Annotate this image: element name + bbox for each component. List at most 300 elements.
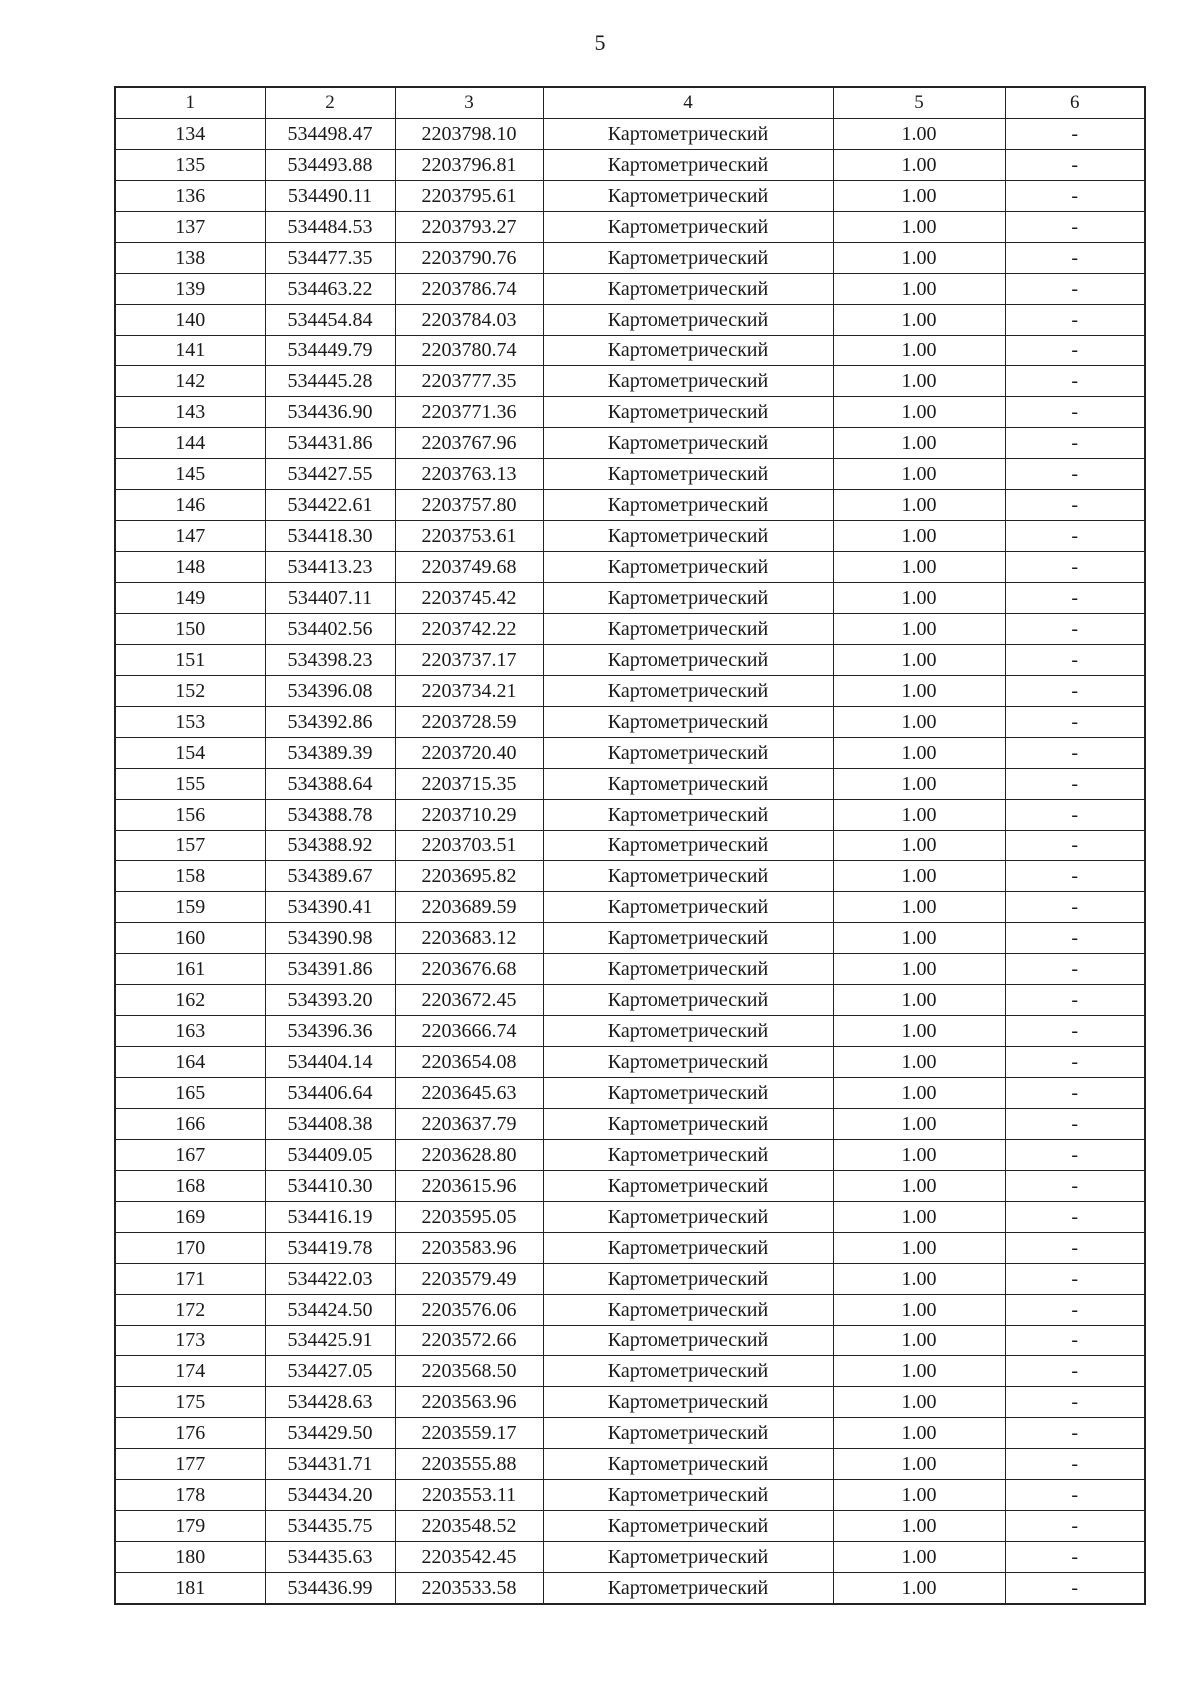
note-cell: - [1005, 1016, 1145, 1047]
table-row [115, 1387, 1145, 1418]
page-number: 5 [594, 30, 606, 55]
table-row [115, 1480, 1145, 1511]
y-coordinate-cell: 2203790.76 [395, 242, 543, 273]
accuracy-cell: 1.00 [833, 335, 1005, 366]
accuracy-cell: 1.00 [833, 149, 1005, 180]
method-cell: Картометрический [543, 521, 833, 552]
y-coordinate-cell: 2203555.88 [395, 1449, 543, 1480]
table-row [115, 1108, 1145, 1139]
point-number-cell: 176 [115, 1418, 265, 1449]
y-coordinate-cell: 2203637.79 [395, 1108, 543, 1139]
method-cell: Картометрический [543, 861, 833, 892]
y-coordinate-cell: 2203542.45 [395, 1542, 543, 1573]
x-coordinate-cell: 534431.86 [265, 428, 395, 459]
y-coordinate-cell: 2203757.80 [395, 490, 543, 521]
x-coordinate-cell: 534388.64 [265, 768, 395, 799]
point-number-cell: 157 [115, 830, 265, 861]
method-cell: Картометрический [543, 1016, 833, 1047]
accuracy-cell: 1.00 [833, 985, 1005, 1016]
y-coordinate-cell: 2203720.40 [395, 737, 543, 768]
note-cell: - [1005, 861, 1145, 892]
accuracy-cell: 1.00 [833, 644, 1005, 675]
method-cell: Картометрический [543, 1263, 833, 1294]
y-coordinate-cell: 2203572.66 [395, 1325, 543, 1356]
table-row [115, 737, 1145, 768]
method-cell: Картометрический [543, 1232, 833, 1263]
y-coordinate-cell: 2203628.80 [395, 1139, 543, 1170]
accuracy-cell: 1.00 [833, 768, 1005, 799]
method-cell: Картометрический [543, 1542, 833, 1573]
method-cell: Картометрический [543, 552, 833, 583]
table-row [115, 552, 1145, 583]
accuracy-cell: 1.00 [833, 675, 1005, 706]
accuracy-cell: 1.00 [833, 1047, 1005, 1078]
note-cell: - [1005, 1573, 1145, 1604]
column-header-4: 4 [543, 87, 833, 118]
method-cell: Картометрический [543, 613, 833, 644]
table-row [115, 1047, 1145, 1078]
y-coordinate-cell: 2203715.35 [395, 768, 543, 799]
y-coordinate-cell: 2203703.51 [395, 830, 543, 861]
column-header-2: 2 [265, 87, 395, 118]
note-cell: - [1005, 366, 1145, 397]
method-cell: Картометрический [543, 1078, 833, 1109]
method-cell: Картометрический [543, 1511, 833, 1542]
table-row [115, 830, 1145, 861]
note-cell: - [1005, 1480, 1145, 1511]
method-cell: Картометрический [543, 830, 833, 861]
point-number-cell: 140 [115, 304, 265, 335]
point-number-cell: 166 [115, 1108, 265, 1139]
point-number-cell: 144 [115, 428, 265, 459]
note-cell: - [1005, 273, 1145, 304]
y-coordinate-cell: 2203784.03 [395, 304, 543, 335]
accuracy-cell: 1.00 [833, 1356, 1005, 1387]
x-coordinate-cell: 534410.30 [265, 1170, 395, 1201]
x-coordinate-cell: 534406.64 [265, 1078, 395, 1109]
note-cell: - [1005, 985, 1145, 1016]
note-cell: - [1005, 1387, 1145, 1418]
x-coordinate-cell: 534404.14 [265, 1047, 395, 1078]
point-number-cell: 145 [115, 459, 265, 490]
note-cell: - [1005, 1263, 1145, 1294]
x-coordinate-cell: 534422.61 [265, 490, 395, 521]
table-row [115, 397, 1145, 428]
y-coordinate-cell: 2203676.68 [395, 954, 543, 985]
y-coordinate-cell: 2203795.61 [395, 180, 543, 211]
table-row [115, 954, 1145, 985]
method-cell: Картометрический [543, 892, 833, 923]
x-coordinate-cell: 534484.53 [265, 211, 395, 242]
x-coordinate-cell: 534407.11 [265, 583, 395, 614]
table-row [115, 180, 1145, 211]
accuracy-cell: 1.00 [833, 521, 1005, 552]
x-coordinate-cell: 534392.86 [265, 706, 395, 737]
y-coordinate-cell: 2203749.68 [395, 552, 543, 583]
x-coordinate-cell: 534425.91 [265, 1325, 395, 1356]
y-coordinate-cell: 2203786.74 [395, 273, 543, 304]
point-number-cell: 165 [115, 1078, 265, 1109]
accuracy-cell: 1.00 [833, 118, 1005, 149]
table-row [115, 335, 1145, 366]
accuracy-cell: 1.00 [833, 366, 1005, 397]
point-number-cell: 142 [115, 366, 265, 397]
x-coordinate-cell: 534436.90 [265, 397, 395, 428]
table-row [115, 118, 1145, 149]
accuracy-cell: 1.00 [833, 954, 1005, 985]
note-cell: - [1005, 1047, 1145, 1078]
accuracy-cell: 1.00 [833, 1108, 1005, 1139]
point-number-cell: 173 [115, 1325, 265, 1356]
point-number-cell: 174 [115, 1356, 265, 1387]
x-coordinate-cell: 534418.30 [265, 521, 395, 552]
x-coordinate-cell: 534419.78 [265, 1232, 395, 1263]
table-row [115, 1511, 1145, 1542]
method-cell: Картометрический [543, 706, 833, 737]
method-cell: Картометрический [543, 428, 833, 459]
accuracy-cell: 1.00 [833, 273, 1005, 304]
table-row [115, 613, 1145, 644]
note-cell: - [1005, 892, 1145, 923]
table-row [115, 985, 1145, 1016]
method-cell: Картометрический [543, 211, 833, 242]
accuracy-cell: 1.00 [833, 304, 1005, 335]
x-coordinate-cell: 534409.05 [265, 1139, 395, 1170]
y-coordinate-cell: 2203689.59 [395, 892, 543, 923]
method-cell: Картометрический [543, 583, 833, 614]
point-number-cell: 134 [115, 118, 265, 149]
accuracy-cell: 1.00 [833, 1294, 1005, 1325]
point-number-cell: 180 [115, 1542, 265, 1573]
accuracy-cell: 1.00 [833, 1418, 1005, 1449]
method-cell: Картометрический [543, 1480, 833, 1511]
table-row [115, 1542, 1145, 1573]
method-cell: Картометрический [543, 737, 833, 768]
point-number-cell: 170 [115, 1232, 265, 1263]
point-number-cell: 181 [115, 1573, 265, 1604]
x-coordinate-cell: 534429.50 [265, 1418, 395, 1449]
note-cell: - [1005, 923, 1145, 954]
note-cell: - [1005, 706, 1145, 737]
point-number-cell: 153 [115, 706, 265, 737]
x-coordinate-cell: 534393.20 [265, 985, 395, 1016]
x-coordinate-cell: 534477.35 [265, 242, 395, 273]
point-number-cell: 172 [115, 1294, 265, 1325]
method-cell: Картометрический [543, 180, 833, 211]
note-cell: - [1005, 118, 1145, 149]
table-row [115, 1325, 1145, 1356]
point-number-cell: 162 [115, 985, 265, 1016]
y-coordinate-cell: 2203654.08 [395, 1047, 543, 1078]
y-coordinate-cell: 2203710.29 [395, 799, 543, 830]
method-cell: Картометрический [543, 1170, 833, 1201]
y-coordinate-cell: 2203579.49 [395, 1263, 543, 1294]
table-row [115, 861, 1145, 892]
point-number-cell: 161 [115, 954, 265, 985]
x-coordinate-cell: 534402.56 [265, 613, 395, 644]
table-row [115, 1418, 1145, 1449]
table-row [115, 1016, 1145, 1047]
table-row [115, 1078, 1145, 1109]
x-coordinate-cell: 534389.39 [265, 737, 395, 768]
point-number-cell: 179 [115, 1511, 265, 1542]
note-cell: - [1005, 583, 1145, 614]
point-number-cell: 178 [115, 1480, 265, 1511]
table-row [115, 923, 1145, 954]
point-number-cell: 148 [115, 552, 265, 583]
point-number-cell: 135 [115, 149, 265, 180]
table-row [115, 892, 1145, 923]
column-header-1: 1 [115, 87, 265, 118]
table-row [115, 1263, 1145, 1294]
note-cell: - [1005, 211, 1145, 242]
accuracy-cell: 1.00 [833, 613, 1005, 644]
method-cell: Картометрический [543, 459, 833, 490]
table-row [115, 706, 1145, 737]
accuracy-cell: 1.00 [833, 799, 1005, 830]
point-number-cell: 150 [115, 613, 265, 644]
method-cell: Картометрический [543, 397, 833, 428]
accuracy-cell: 1.00 [833, 1325, 1005, 1356]
x-coordinate-cell: 534396.08 [265, 675, 395, 706]
x-coordinate-cell: 534428.63 [265, 1387, 395, 1418]
method-cell: Картометрический [543, 923, 833, 954]
point-number-cell: 151 [115, 644, 265, 675]
accuracy-cell: 1.00 [833, 1449, 1005, 1480]
table-row [115, 366, 1145, 397]
x-coordinate-cell: 534427.05 [265, 1356, 395, 1387]
accuracy-cell: 1.00 [833, 923, 1005, 954]
y-coordinate-cell: 2203595.05 [395, 1201, 543, 1232]
column-header-6: 6 [1005, 87, 1145, 118]
x-coordinate-cell: 534490.11 [265, 180, 395, 211]
method-cell: Картометрический [543, 1356, 833, 1387]
method-cell: Картометрический [543, 490, 833, 521]
y-coordinate-cell: 2203777.35 [395, 366, 543, 397]
note-cell: - [1005, 1294, 1145, 1325]
note-cell: - [1005, 1325, 1145, 1356]
accuracy-cell: 1.00 [833, 830, 1005, 861]
x-coordinate-cell: 534436.99 [265, 1573, 395, 1604]
table-row [115, 799, 1145, 830]
x-coordinate-cell: 534435.63 [265, 1542, 395, 1573]
table-row [115, 428, 1145, 459]
note-cell: - [1005, 830, 1145, 861]
note-cell: - [1005, 242, 1145, 273]
x-coordinate-cell: 534427.55 [265, 459, 395, 490]
note-cell: - [1005, 1449, 1145, 1480]
note-cell: - [1005, 459, 1145, 490]
accuracy-cell: 1.00 [833, 1078, 1005, 1109]
point-number-cell: 171 [115, 1263, 265, 1294]
x-coordinate-cell: 534389.67 [265, 861, 395, 892]
method-cell: Картометрический [543, 1294, 833, 1325]
method-cell: Картометрический [543, 1449, 833, 1480]
accuracy-cell: 1.00 [833, 706, 1005, 737]
y-coordinate-cell: 2203672.45 [395, 985, 543, 1016]
method-cell: Картометрический [543, 954, 833, 985]
point-number-cell: 146 [115, 490, 265, 521]
y-coordinate-cell: 2203742.22 [395, 613, 543, 644]
table-row [115, 583, 1145, 614]
y-coordinate-cell: 2203780.74 [395, 335, 543, 366]
accuracy-cell: 1.00 [833, 1201, 1005, 1232]
table-row [115, 521, 1145, 552]
method-cell: Картометрический [543, 335, 833, 366]
method-cell: Картометрический [543, 1108, 833, 1139]
note-cell: - [1005, 613, 1145, 644]
x-coordinate-cell: 534391.86 [265, 954, 395, 985]
y-coordinate-cell: 2203559.17 [395, 1418, 543, 1449]
x-coordinate-cell: 534463.22 [265, 273, 395, 304]
table-row [115, 304, 1145, 335]
note-cell: - [1005, 1511, 1145, 1542]
note-cell: - [1005, 954, 1145, 985]
method-cell: Картометрический [543, 675, 833, 706]
note-cell: - [1005, 149, 1145, 180]
accuracy-cell: 1.00 [833, 428, 1005, 459]
note-cell: - [1005, 552, 1145, 583]
y-coordinate-cell: 2203793.27 [395, 211, 543, 242]
y-coordinate-cell: 2203737.17 [395, 644, 543, 675]
method-cell: Картометрический [543, 644, 833, 675]
accuracy-cell: 1.00 [833, 861, 1005, 892]
accuracy-cell: 1.00 [833, 490, 1005, 521]
point-number-cell: 143 [115, 397, 265, 428]
y-coordinate-cell: 2203695.82 [395, 861, 543, 892]
point-number-cell: 141 [115, 335, 265, 366]
point-number-cell: 156 [115, 799, 265, 830]
note-cell: - [1005, 768, 1145, 799]
point-number-cell: 139 [115, 273, 265, 304]
y-coordinate-cell: 2203563.96 [395, 1387, 543, 1418]
x-coordinate-cell: 534408.38 [265, 1108, 395, 1139]
y-coordinate-cell: 2203745.42 [395, 583, 543, 614]
method-cell: Картометрический [543, 1047, 833, 1078]
table-row [115, 1449, 1145, 1480]
accuracy-cell: 1.00 [833, 583, 1005, 614]
table-row [115, 273, 1145, 304]
accuracy-cell: 1.00 [833, 397, 1005, 428]
point-number-cell: 158 [115, 861, 265, 892]
x-coordinate-cell: 534431.71 [265, 1449, 395, 1480]
method-cell: Картометрический [543, 768, 833, 799]
note-cell: - [1005, 1356, 1145, 1387]
note-cell: - [1005, 675, 1145, 706]
method-cell: Картометрический [543, 1201, 833, 1232]
x-coordinate-cell: 534413.23 [265, 552, 395, 583]
x-coordinate-cell: 534424.50 [265, 1294, 395, 1325]
x-coordinate-cell: 534388.92 [265, 830, 395, 861]
note-cell: - [1005, 490, 1145, 521]
table-row [115, 1170, 1145, 1201]
y-coordinate-cell: 2203666.74 [395, 1016, 543, 1047]
note-cell: - [1005, 1139, 1145, 1170]
accuracy-cell: 1.00 [833, 211, 1005, 242]
point-number-cell: 136 [115, 180, 265, 211]
accuracy-cell: 1.00 [833, 1263, 1005, 1294]
point-number-cell: 159 [115, 892, 265, 923]
y-coordinate-cell: 2203533.58 [395, 1573, 543, 1604]
y-coordinate-cell: 2203553.11 [395, 1480, 543, 1511]
table-row [115, 242, 1145, 273]
x-coordinate-cell: 534390.98 [265, 923, 395, 954]
method-cell: Картометрический [543, 1139, 833, 1170]
point-number-cell: 167 [115, 1139, 265, 1170]
table-row [115, 1201, 1145, 1232]
accuracy-cell: 1.00 [833, 180, 1005, 211]
note-cell: - [1005, 1418, 1145, 1449]
accuracy-cell: 1.00 [833, 1139, 1005, 1170]
note-cell: - [1005, 1232, 1145, 1263]
accuracy-cell: 1.00 [833, 1387, 1005, 1418]
point-number-cell: 138 [115, 242, 265, 273]
note-cell: - [1005, 335, 1145, 366]
y-coordinate-cell: 2203798.10 [395, 118, 543, 149]
x-coordinate-cell: 534388.78 [265, 799, 395, 830]
note-cell: - [1005, 180, 1145, 211]
x-coordinate-cell: 534449.79 [265, 335, 395, 366]
y-coordinate-cell: 2203645.63 [395, 1078, 543, 1109]
method-cell: Картометрический [543, 1325, 833, 1356]
y-coordinate-cell: 2203753.61 [395, 521, 543, 552]
y-coordinate-cell: 2203615.96 [395, 1170, 543, 1201]
point-number-cell: 168 [115, 1170, 265, 1201]
method-cell: Картометрический [543, 242, 833, 273]
y-coordinate-cell: 2203796.81 [395, 149, 543, 180]
column-header-3: 3 [395, 87, 543, 118]
point-number-cell: 149 [115, 583, 265, 614]
x-coordinate-cell: 534445.28 [265, 366, 395, 397]
method-cell: Картометрический [543, 118, 833, 149]
accuracy-cell: 1.00 [833, 737, 1005, 768]
x-coordinate-cell: 534390.41 [265, 892, 395, 923]
accuracy-cell: 1.00 [833, 892, 1005, 923]
method-cell: Картометрический [543, 799, 833, 830]
note-cell: - [1005, 1078, 1145, 1109]
accuracy-cell: 1.00 [833, 1511, 1005, 1542]
x-coordinate-cell: 534493.88 [265, 149, 395, 180]
accuracy-cell: 1.00 [833, 1170, 1005, 1201]
note-cell: - [1005, 428, 1145, 459]
note-cell: - [1005, 1201, 1145, 1232]
table-header-row [115, 87, 1145, 118]
y-coordinate-cell: 2203683.12 [395, 923, 543, 954]
table-row [115, 768, 1145, 799]
method-cell: Картометрический [543, 366, 833, 397]
point-number-cell: 147 [115, 521, 265, 552]
x-coordinate-cell: 534422.03 [265, 1263, 395, 1294]
y-coordinate-cell: 2203548.52 [395, 1511, 543, 1542]
point-number-cell: 163 [115, 1016, 265, 1047]
accuracy-cell: 1.00 [833, 1480, 1005, 1511]
table-row [115, 1573, 1145, 1604]
accuracy-cell: 1.00 [833, 1016, 1005, 1047]
y-coordinate-cell: 2203568.50 [395, 1356, 543, 1387]
x-coordinate-cell: 534398.23 [265, 644, 395, 675]
method-cell: Картометрический [543, 304, 833, 335]
accuracy-cell: 1.00 [833, 242, 1005, 273]
method-cell: Картометрический [543, 273, 833, 304]
method-cell: Картометрический [543, 985, 833, 1016]
coordinates-table [114, 86, 1146, 1605]
y-coordinate-cell: 2203734.21 [395, 675, 543, 706]
point-number-cell: 154 [115, 737, 265, 768]
accuracy-cell: 1.00 [833, 1542, 1005, 1573]
table-row [115, 490, 1145, 521]
note-cell: - [1005, 644, 1145, 675]
point-number-cell: 160 [115, 923, 265, 954]
